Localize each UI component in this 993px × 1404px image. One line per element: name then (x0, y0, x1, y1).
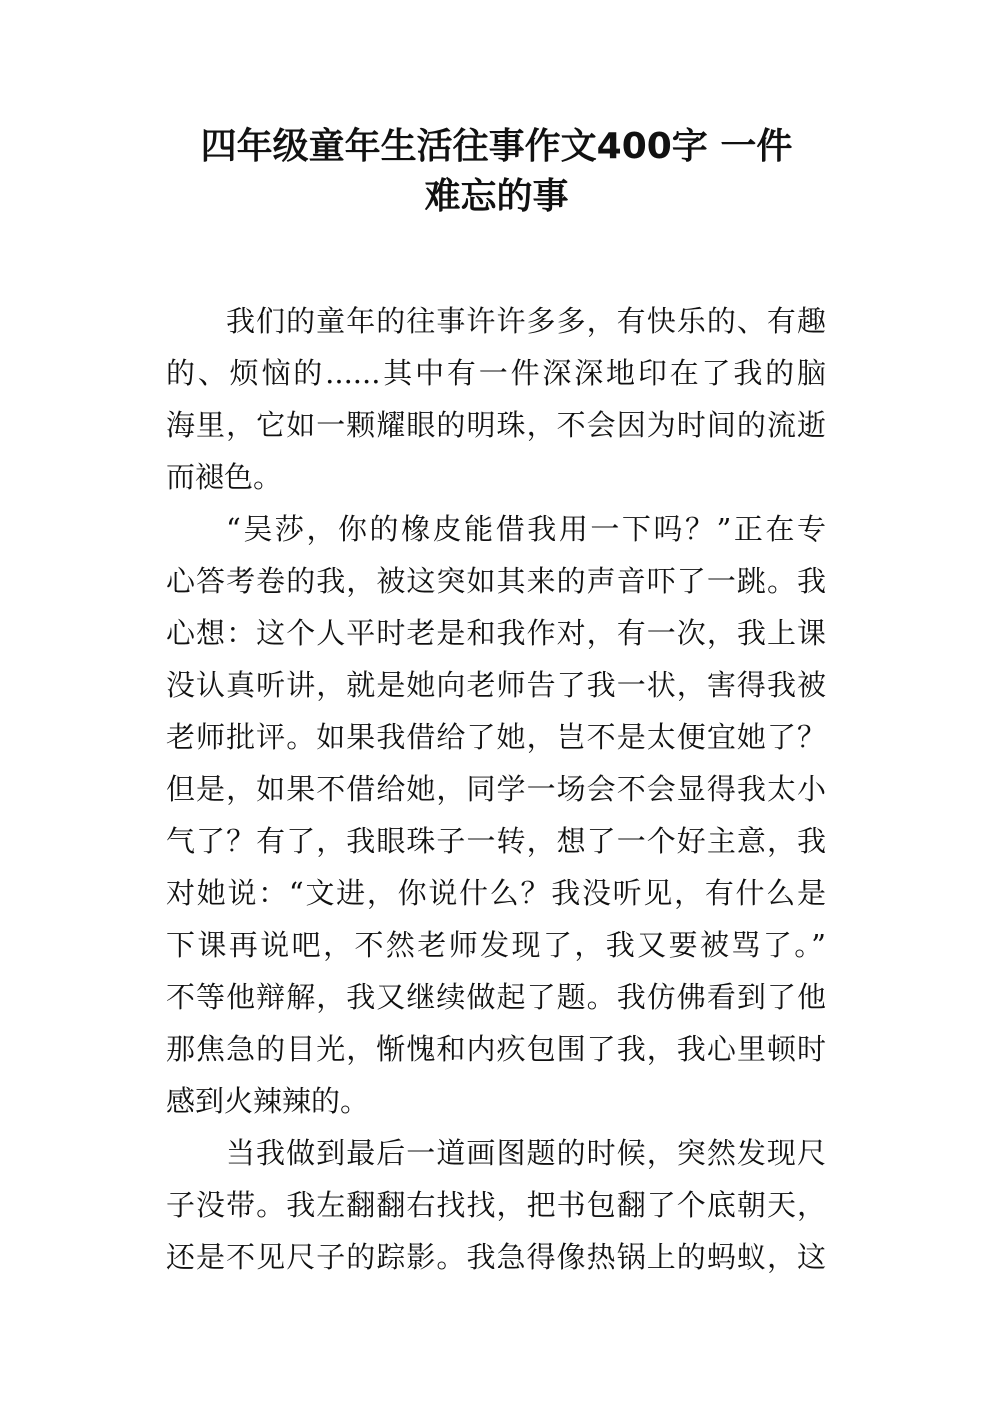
text-line: 没认真听讲，就是她向老师告了我一状，害得我被 (166, 668, 826, 702)
paragraph (166, 1127, 826, 1283)
text-line: 还是不见尺子的踪影。我急得像热锅上的蚂蚁，这 (166, 1240, 826, 1274)
text-line: 感到火辣辣的。 (166, 1084, 370, 1118)
text-line: 子没带。我左翻翻右找找，把书包翻了个底朝天， (166, 1188, 826, 1222)
text-line: 但是，如果不借给她，同学一场会不会显得我太小 (166, 772, 826, 806)
title-line-1: 四年级童年生活往事作文400字 一件 (200, 126, 793, 167)
text-line: 不等他辩解，我又继续做起了题。我仿佛看到了他 (166, 980, 826, 1014)
text-line: 气了？有了，我眼珠子一转，想了一个好主意，我 (166, 824, 826, 858)
document-body (166, 295, 826, 1283)
text-line: 心想：这个人平时老是和我作对，有一次，我上课 (166, 616, 826, 650)
text-line: 那焦急的目光，惭愧和内疚包围了我，我心里顿时 (166, 1032, 826, 1066)
text-line: 下课再说吧，不然老师发现了，我又要被骂了。” (166, 928, 826, 962)
text-line: 对她说：“文进，你说什么？我没听见，有什么是 (166, 876, 826, 910)
text-line: “吴莎，你的橡皮能借我用一下吗？”正在专 (226, 512, 826, 546)
document-title (120, 122, 873, 222)
paragraph (166, 503, 826, 1127)
paragraph (166, 295, 826, 503)
text-line: 当我做到最后一道画图题的时候，突然发现尺 (226, 1136, 826, 1170)
text-line: 老师批评。如果我借给了她，岂不是太便宜她了？ (166, 720, 826, 754)
text-line: 我们的童年的往事许许多多，有快乐的、有趣 (226, 304, 826, 338)
title-line-2: 难忘的事 (424, 176, 569, 217)
text-line: 心答考卷的我，被这突如其来的声音吓了一跳。我 (166, 564, 826, 598)
text-line: 而褪色。 (166, 460, 283, 494)
text-line: 的、烦恼的......其中有一件深深地印在了我的脑 (166, 356, 826, 390)
text-line: 海里，它如一颗耀眼的明珠，不会因为时间的流逝 (166, 408, 826, 442)
